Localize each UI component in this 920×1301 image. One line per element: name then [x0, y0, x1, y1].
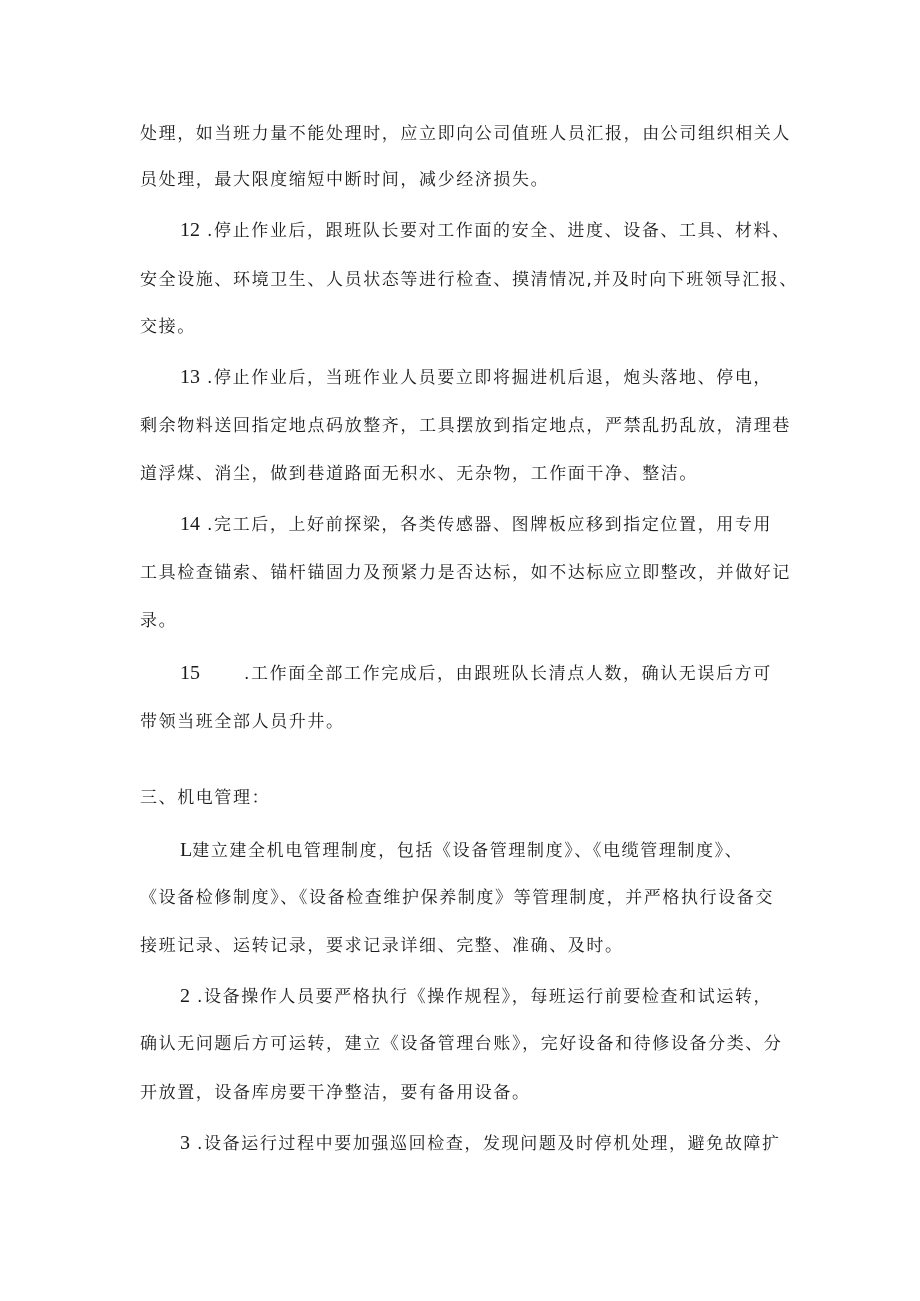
paragraph-text: 建立建全机电管理制度，包括《设备管理制度》、《电缆管理制度》、: [192, 841, 744, 861]
list-item-2: [180, 984, 772, 1009]
item-number: 3: [180, 1132, 190, 1154]
paragraph-line: 《设备检修制度》、《设备检查维护保养制度》等管理制度，并严格执行设备交: [140, 888, 774, 908]
paragraph-text: .停止作业后，当班作业人员要立即将掘进机后退，炮头落地、停电，: [207, 368, 773, 388]
paragraph-text: .设备操作人员要严格执行《操作规程》，每班运行前要检查和试运转，: [197, 987, 773, 1007]
list-item-13: [180, 365, 772, 390]
list-item-12: [180, 218, 791, 243]
paragraph-line: 接班记录、运转记录，要求记录详细、完整、准确、及时。: [140, 936, 624, 956]
section-heading: 三、机电管理：: [140, 788, 271, 808]
item-number: 13: [180, 366, 200, 388]
list-item-14: [180, 512, 772, 537]
paragraph-line: 安全设施、环境卫生、人员状态等进行检查、摸清情况,并及时向下班领导汇报、: [140, 270, 799, 290]
item-number: 15: [180, 662, 200, 684]
paragraph-line: 员处理，最大限度缩短中断时间，减少经济损失。: [140, 170, 550, 190]
item-number: 2: [180, 985, 190, 1007]
item-number: 14: [180, 513, 200, 535]
item-number: 12: [180, 219, 200, 241]
paragraph-line: 交接。: [140, 317, 196, 337]
item-number: L: [180, 839, 193, 861]
paragraph-line: 道浮煤、消尘，做到巷道路面无积水、无杂物，工作面干净、整洁。: [140, 464, 698, 484]
paragraph-line: 带领当班全部人员升井。: [140, 712, 345, 732]
list-item-15: [180, 661, 772, 686]
paragraph-text: .完工后，上好前探梁，各类传感器、图牌板应移到指定位置，用专用: [207, 515, 773, 535]
paragraph-text: .工作面全部工作完成后，由跟班队长清点人数，确认无误后方可: [244, 664, 772, 684]
paragraph-line: 处理，如当班力量不能处理时，应立即向公司值班人员汇报，由公司组织相关人: [140, 124, 791, 144]
paragraph-line: 工具检查锚索、锚杆锚固力及预紧力是否达标，如不达标应立即整改，并做好记: [140, 563, 791, 583]
list-item-3: [180, 1131, 781, 1156]
paragraph-line: 录。: [140, 611, 178, 631]
paragraph-line: 开放置，设备库房要干净整洁，要有备用设备。: [140, 1083, 531, 1103]
paragraph-text: .设备运行过程中要加强巡回检查，发现问题及时停机处理，避免故障扩: [197, 1134, 781, 1154]
paragraph-text: .停止作业后，跟班队长要对工作面的安全、进度、设备、工具、材料、: [207, 221, 791, 241]
paragraph-line: 剩余物料送回指定地点码放整齐，工具摆放到指定地点，严禁乱扔乱放，清理巷: [140, 416, 791, 436]
list-item-1: [180, 838, 743, 863]
paragraph-line: 确认无问题后方可运转，建立《设备管理台账》，完好设备和待修设备分类、分: [140, 1034, 783, 1054]
